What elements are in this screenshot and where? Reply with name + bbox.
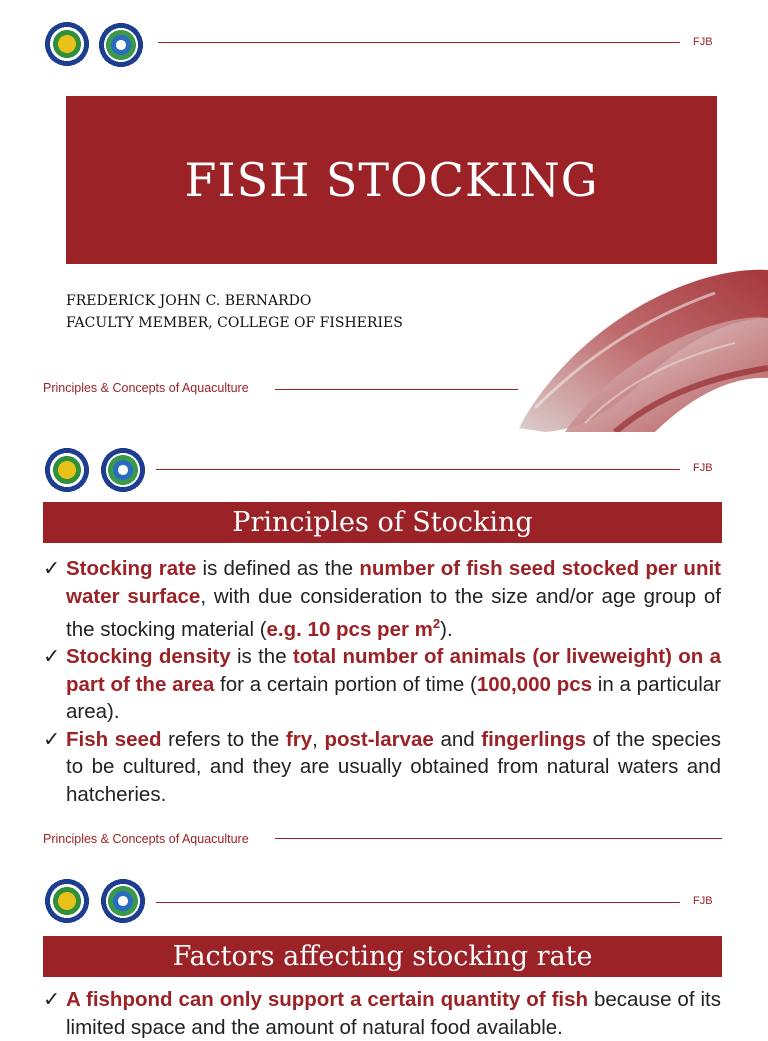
header-initials: FJB — [693, 462, 713, 474]
college-of-fisheries-seal-icon — [99, 446, 147, 494]
college-of-fisheries-seal-icon — [99, 877, 147, 925]
slide-title — [0, 0, 768, 432]
footer-rule — [275, 389, 518, 390]
footer-rule — [275, 838, 722, 839]
header-rule — [156, 469, 680, 470]
university-seal-icon — [43, 446, 91, 494]
slide-factors — [0, 864, 768, 1039]
footer-course: Principles & Concepts of Aquaculture — [43, 832, 249, 846]
check-icon: ✓ — [43, 645, 61, 669]
bullet-fish-seed: ✓ Fish seed refers to the fry, post-larvae and fingerlings of the species to be cultured, and they are usually obtained from natural waters and hatcheries. — [43, 727, 721, 806]
bullet-list — [43, 555, 721, 808]
header-initials: FJB — [693, 36, 713, 48]
header-rule — [158, 42, 680, 43]
header-initials: FJB — [693, 895, 713, 907]
university-seal-icon — [43, 20, 91, 68]
slide-heading: Factors affecting stocking rate — [172, 941, 593, 972]
check-icon: ✓ — [43, 988, 61, 1011]
header-rule — [156, 902, 680, 903]
slide-title-text: FISH STOCKING — [184, 153, 599, 207]
check-icon: ✓ — [43, 727, 61, 751]
heading-bar — [43, 936, 722, 977]
bullet-stocking-density: ✓ Stocking density is the total number of animals (or liveweight) on a part of the area for a certain portion of time (100,000 pcs in a particular area). — [43, 645, 722, 724]
author-name: FREDERICK JOHN C. BERNARDO — [66, 293, 312, 309]
check-icon: ✓ — [43, 557, 61, 580]
bullet-stocking-rate: ✓ Stocking rate is defined as the number of fish seed stocked per unit water surface, with due consideration to the size and/or age group of the stocking material (e.g. 10 pcs per $m^2$). — [43, 557, 721, 641]
bullet-list — [43, 986, 721, 1041]
slide-principles — [0, 432, 768, 864]
title-banner — [66, 96, 717, 264]
college-of-fisheries-seal-icon — [97, 21, 145, 69]
heading-bar — [43, 502, 722, 543]
brush-stroke-decoration — [505, 258, 768, 432]
author-role: FACULTY MEMBER, COLLEGE OF FISHERIES — [66, 315, 403, 331]
bullet-fishpond-capacity: ✓ A fishpond can only support a certain quantity of fish because of its limited space and the amount of natural food available. — [43, 988, 721, 1039]
footer-course: Principles & Concepts of Aquaculture — [43, 381, 249, 395]
slide-heading: Principles of Stocking — [232, 507, 533, 538]
university-seal-icon — [43, 877, 91, 925]
